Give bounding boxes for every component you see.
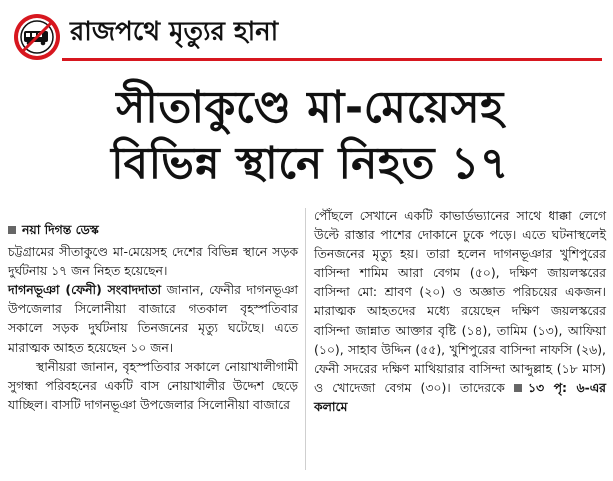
- headline-line-2: বিভিন্ন স্থানে নিহত ১৭: [111, 138, 509, 189]
- right-paragraph: [314, 206, 606, 416]
- section-header: [6, 6, 606, 66]
- square-bullet-icon: [8, 226, 16, 234]
- dateline-paragraph: [8, 280, 298, 356]
- bus-accident-logo-icon: [14, 14, 60, 60]
- headline: [60, 80, 560, 192]
- right-column: [314, 206, 606, 416]
- continued-square-icon: [514, 384, 522, 392]
- dateline: দাগনভূঞা (ফেনী) সংবাদদাতা: [8, 282, 162, 298]
- header-rule: [62, 58, 602, 61]
- paragraph-1-text: জানান, ফেনীর দাগনভূঞা উপজেলার সিলোনীয়া বাজারে গতকাল বৃহস্পতিবার সকালে সড়ক দুর্ঘটনায় তিনজনের মৃত্যু ঘটেছে। এতে মারাত্মক আহত হয়েছেন ১০ জন।: [8, 282, 299, 355]
- desk-byline: [8, 220, 298, 239]
- section-title: রাজপথে মৃত্যুর হানা: [70, 17, 279, 47]
- desk-label: নয়া দিগন্ত ডেস্ক: [22, 222, 99, 237]
- left-column: [8, 206, 298, 414]
- right-paragraph-text: পৌঁছলে সেখানে একটি কাভার্ডভ্যানের সাথে ধাক্কা লেগে উল্টে রাস্তার পাশের দোকানে ঢুকে পড়ে। এতে ঘটনাস্থলেই তিনজনের মৃত্যু হয়। তারা হলেন দাগনভূঞার খুশিপুরের বাসিন্দা শামিম আরা বেগম (৫০), দক্ষিণ জায়লস্করের বাসিন্দা মো: শ্রাবণ (২০) ও অজ্ঞাত পরিচয়ের একজন। মারাত্মক আহতদের মধ্যে রয়েছেন দক্ষিণ জয়লস্করের বাসিন্দা জান্নাত আক্তার বৃষ্টি (১৪), তামিম (১৩), আফিয়া (১০), সাহাব উদ্দিন (৫৫), খুশিপুরের বাসিন্দা নাফসি (২৬), ফেনী সদরের দক্ষিণ মাথিয়ারার বাসিন্দা আব্দুল্লাহ (১৮ মাস) ও খোদেজা বেগম (৩০)। তাদেরকে: [314, 208, 606, 395]
- continued-reference: ১৩ পৃ: ৬-এর কলামে: [314, 379, 606, 414]
- headline-line-1: সীতাকুণ্ডে মা-মেয়েসহ: [116, 82, 504, 133]
- lead-paragraph: চট্টগ্রামের সীতাকুণ্ডে মা-মেয়েসহ দেশের বিভিন্ন স্থানে সড়ক দুর্ঘটনায় ১৭ জন নিহত হয়েছেন।: [8, 244, 298, 279]
- paragraph-2: স্থানীয়রা জানান, বৃহস্পতিবার সকালে নোয়াখালীগামী সুগন্ধা পরিবহনের একটি বাস নোয়াখালীর উদ্দেশ ছেড়ে যাচ্ছিল। বাসটি দাগনভূঞা উপজেলার সিলোনীয়া বাজারে: [8, 358, 298, 412]
- column-divider: [305, 208, 306, 470]
